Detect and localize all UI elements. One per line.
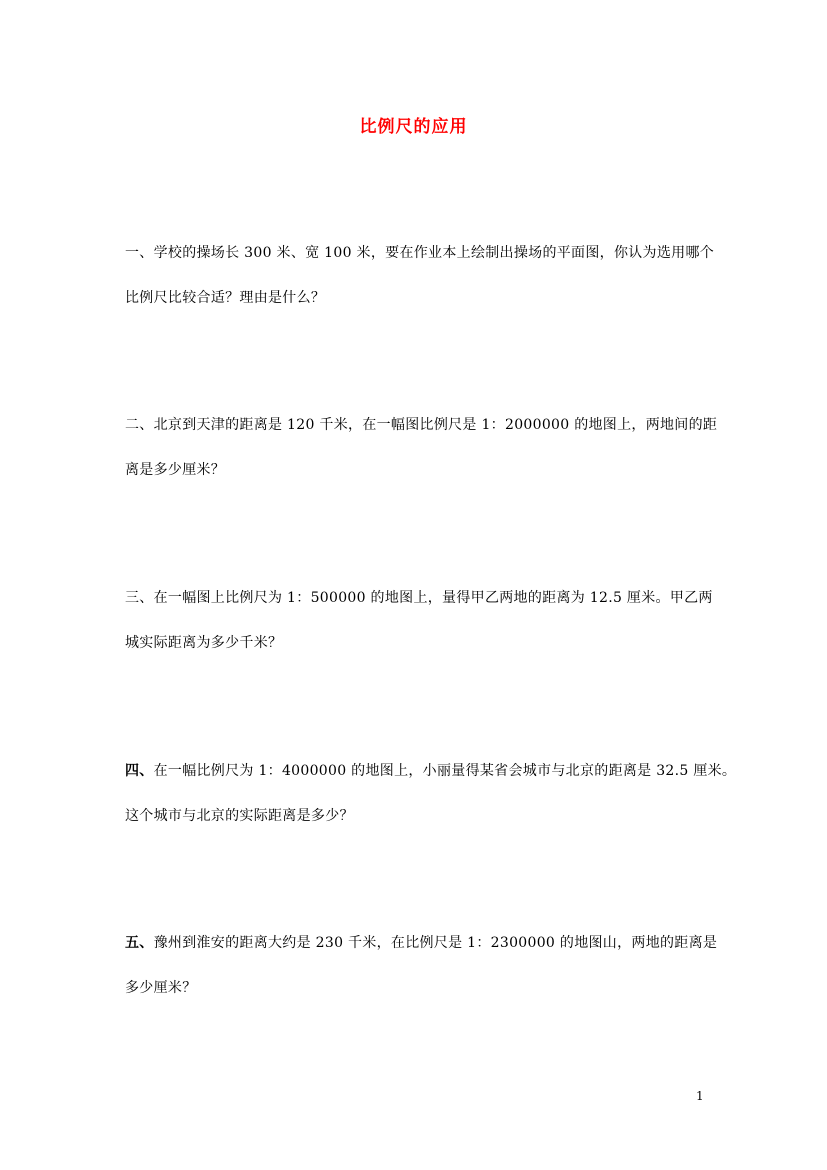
question-text: 北京到天津的距离是 120 千米，在一幅图比例尺是 1：2000000 的地图上，两地间的距	[153, 417, 718, 433]
question-line	[125, 288, 715, 308]
question-text: 学校的操场长 300 米、宽 100 米，要在作业本上绘制出操场的平面图，你认为选用哪个	[153, 245, 715, 261]
question-number: 五、	[125, 935, 154, 951]
question-4	[125, 761, 737, 826]
question-line	[125, 633, 715, 653]
page-number: 1	[696, 1089, 704, 1103]
question-1	[125, 243, 715, 308]
question-text: 豫州到淮安的距离大约是 230 千米，在比例尺是 1：2300000 的地图山，两地的距离是	[153, 935, 718, 951]
question-line	[125, 806, 715, 826]
question-number: 四、	[125, 763, 154, 779]
question-text: 比例尺比较合适？理由是什么？	[125, 290, 326, 306]
question-line	[125, 761, 737, 781]
question-text: 在一幅图上比例尺为 1：500000 的地图上，量得甲乙两地的距离为 12.5 厘米。甲乙两	[153, 590, 713, 606]
question-5	[125, 933, 718, 998]
question-text: 城实际距离为多少千米？	[125, 635, 283, 651]
question-number: 一、	[125, 245, 154, 261]
question-3	[125, 588, 715, 653]
question-line	[125, 460, 715, 480]
question-line	[125, 415, 718, 435]
question-line	[125, 243, 715, 263]
question-text: 多少厘米？	[125, 980, 197, 996]
question-number: 二、	[125, 417, 154, 433]
question-text: 离是多少厘米？	[125, 462, 226, 478]
question-line	[125, 933, 718, 953]
question-text: 这个城市与北京的实际距离是多少？	[125, 808, 354, 824]
question-text: 在一幅比例尺为 1：4000000 的地图上，小丽量得某省会城市与北京的距离是 32.5 厘米。	[153, 763, 737, 779]
question-line	[125, 978, 715, 998]
question-line	[125, 588, 715, 608]
page-title: 比例尺的应用	[359, 117, 468, 137]
question-2	[125, 415, 718, 480]
question-number: 三、	[125, 590, 154, 606]
